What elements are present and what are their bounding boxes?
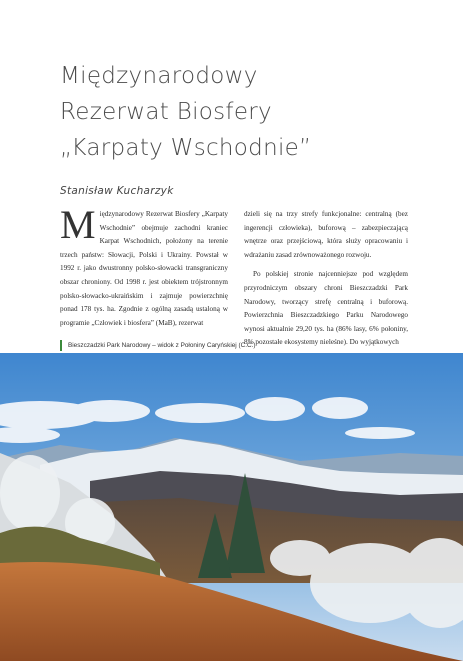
landscape-photo <box>0 353 463 661</box>
text-column-1 <box>60 202 228 330</box>
text-column-2 <box>244 208 408 350</box>
article-title <box>60 58 420 166</box>
paragraph-1 <box>60 202 228 330</box>
paragraph-2: dzieli się na trzy strefy funkcjonalne: centralną (bez ingerencji człowieka), buforową – zabezpieczającą wnętrze oraz przejściową, która służy opracowaniu i wdrażaniu zasad zrównoważonego rozwoju. <box>244 210 408 259</box>
title-line-2: Rezerwat Biosfery <box>60 99 272 125</box>
title-line-3: „Karpaty Wschodnie” <box>60 135 312 161</box>
title-line-1: Międzynarodowy <box>60 63 258 89</box>
author: Stanisław Kucharzyk <box>60 185 174 197</box>
paragraph-3: Po polskiej stronie najcenniejsze pod względem przyrodniczym obszary chroni Bieszczadzki Park Narodowy, tworzący strefę centralną i buforową. Powierzchnia Bieszczadzkiego Parku Narodowego wynosi aktualnie 29,20 tys. ha (86% lasy, 6% połoniny, 8% pozostałe ekosystemy nieleśne). Do wyjątkowych <box>244 270 408 347</box>
drop-cap: M <box>60 202 96 247</box>
photo-caption: Bieszczadzki Park Narodowy – widok z Połoniny Caryńskiej (C.C.) <box>60 340 256 351</box>
paragraph-1-text: iędzynarodowy Rezerwat Biosfery „Karpaty Wschodnie” obejmuje zachodni kraniec Karpat Wschodnich, położony na terenie trzech państw: Słowacji, Polski i Ukrainy. Powstał w 1992 r. jako dwustronny polsko-słowacki transgraniczny obszar chroniony. Od 1998 r. jest obiektem trójstronnym polsko-słowacko-ukraińskim i zajmuje powierzchnię ponad 178 tys. ha. Zgodnie z ogólną zasadą ustaloną w programie „Człowiek i biosfera” (MaB), rezerwat <box>60 210 228 327</box>
